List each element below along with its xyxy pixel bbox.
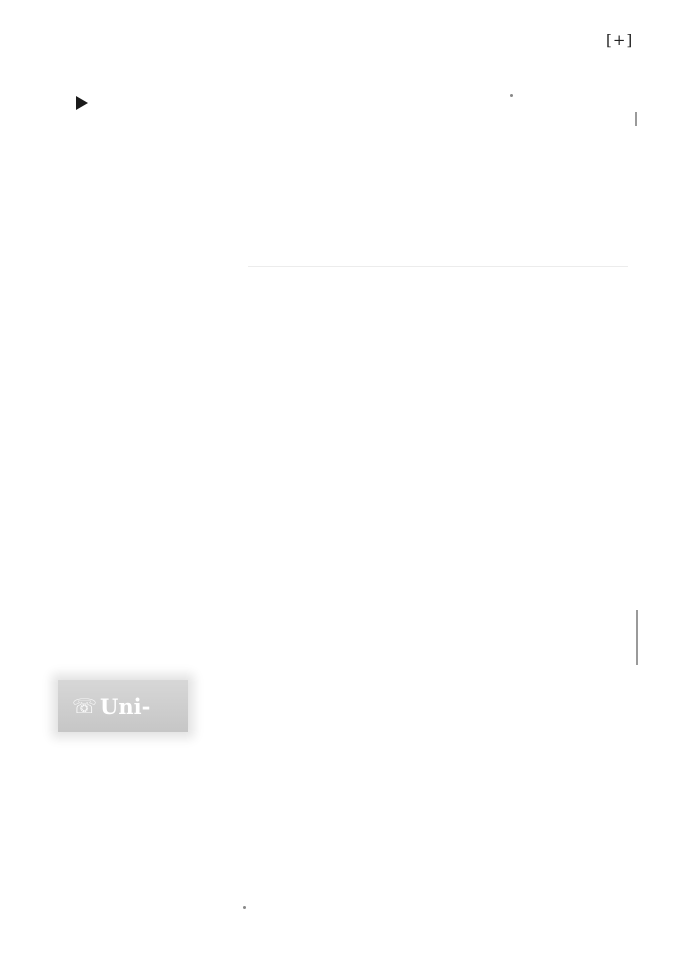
scan-dot (510, 94, 513, 97)
logo-mark-icon: ☏ (72, 694, 98, 718)
scan-dot (243, 906, 246, 909)
scan-edge-mark (636, 610, 638, 665)
page-number: [+] (606, 31, 634, 49)
logo-badge (58, 680, 188, 732)
scan-edge-mark (635, 112, 637, 126)
logo-text: Uni- (100, 693, 151, 719)
